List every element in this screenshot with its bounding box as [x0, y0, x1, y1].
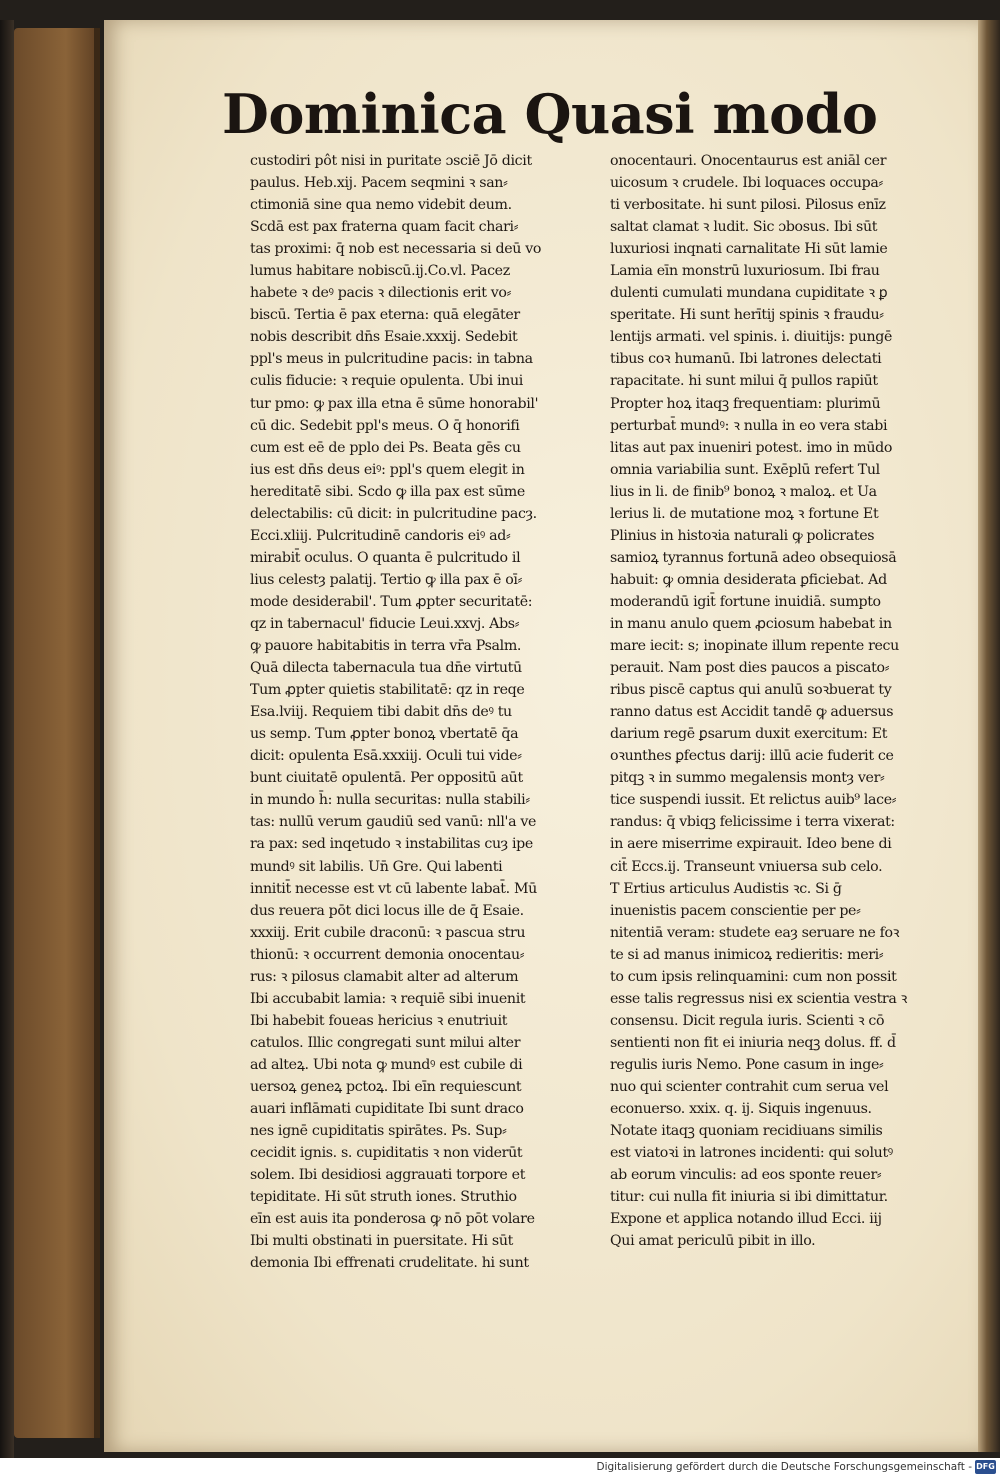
text-line: cecidit ignis. s. cupiditatis ꝛ non viderūt: [250, 1145, 523, 1162]
text-line: rus: ꝛ pilosus clamabit alter ad alterum: [250, 968, 519, 985]
text-line: Propter hoꝝ itaqꝫ frequentiam: plurimū: [610, 395, 881, 412]
text-line: bunt ciuitatē opulentā. Per oppositū aūt: [250, 770, 523, 787]
book-spine: [0, 20, 14, 1458]
text-column-left: [250, 150, 602, 1274]
text-line: ra pax: sed inqetudo ꝛ instabilitas cuȝ ipe: [250, 836, 533, 853]
text-line: oꝛunthes ꝑfectus darij: illū acie fuderit ce: [610, 748, 894, 765]
text-line: tur pmo: ꝙ pax illa etna ē sūme honorabil': [250, 395, 539, 412]
text-line: lerius li. de mutatione moꝝ ꝛ fortune Et: [610, 505, 879, 522]
text-line: mirabit̄ oculus. O quanta ē pulcritudo il: [250, 549, 521, 566]
text-line: te si ad manus inimicoꝝ redieritis: meri⸗: [610, 946, 884, 963]
text-line: Ecci.xliij. Pulcritudinē candoris eiꝰ ad⸗: [250, 527, 511, 544]
text-line: Lamia eīn monstrū luxuriosum. Ibi frau: [610, 263, 880, 280]
text-line: consensu. Dicit regula iuris. Scienti ꝛ cō: [610, 1012, 885, 1029]
text-line: tas proximi: q̄ nob est necessaria si deū vo: [250, 241, 542, 258]
text-line: ranno datus est Accidit tandē ꝙ aduersus: [610, 704, 894, 721]
text-line: cum est eē de pplo dei Ps. Beata gēs cu: [250, 439, 521, 456]
text-line: mundꝰ sit labilis. Un̄ Gre. Qui labenti: [250, 858, 503, 875]
text-line: Qui amat periculū pibit in illo.: [610, 1233, 816, 1250]
text-line: Ibi multi obstinati in puersitate. Hi sūt: [250, 1233, 513, 1250]
text-line: dus reuera pōt dici locus ille de q̄ Esaie.: [250, 902, 524, 919]
text-line: in mundo h̄: nulla securitas: nulla stabili⸗: [250, 792, 530, 809]
text-line: Expone et applica notando illud Ecci. iij: [610, 1211, 882, 1228]
text-line: ppl's meus in pulcritudine pacis: in tabna: [250, 351, 533, 368]
text-line: Esa.lviij. Requiem tibi dabit dn̄s deꝰ tu: [250, 704, 512, 721]
text-line: culis fiducie: ꝛ requie opulenta. Ubi inui: [250, 373, 523, 390]
text-line: qz in tabernacul' fiducie Leui.xxvj. Abs⸗: [250, 615, 520, 632]
text-line: perturbat̄ mundꝰ: ꝛ nulla in eo vera stabi: [610, 417, 888, 434]
text-line: Plinius in histoꝛia naturali ꝙ policrates: [610, 527, 875, 544]
text-line: saltat clamat ꝛ ludit. Sic ɔbosus. Ibi sūt: [610, 219, 878, 236]
text-line: Quā dilecta tabernacula tua dn̄e virtutū: [250, 660, 522, 677]
text-line: perauit. Nam post dies paucos a piscato⸗: [610, 660, 890, 677]
text-line: custodiri pôt nisi in puritate ɔsciē Jō dicit: [250, 153, 532, 169]
text-line: eīn est auis ita ponderosa ꝙ nō pōt volare: [250, 1211, 535, 1228]
text-line: biscū. Tertia ē pax eterna: quā elegāter: [250, 307, 520, 324]
text-line: in manu anulo quem ꝓciosum habebat in: [610, 615, 892, 632]
text-line: nobis describit dn̄s Esaie.xxxij. Sedebit: [250, 329, 518, 346]
text-line: ad alteꝝ. Ubi nota ꝙ mundꝰ est cubile di: [250, 1056, 523, 1073]
text-line: cit̄ Eccs.ij. Transeunt vniuersa sub celo.: [610, 858, 883, 875]
text-line: speritate. Hi sunt herītij spinis ꝛ fraudu⸗: [610, 307, 884, 324]
text-line: nuo qui scienter contrahit cum serua vel: [610, 1078, 889, 1095]
text-line: onocentauri. Onocentaurus est aniāl cer: [610, 153, 887, 169]
text-line: ctimoniā sine qua nemo videbit deum.: [250, 197, 512, 214]
text-line: demonia Ibi effrenati crudelitate. hi sunt: [250, 1255, 529, 1272]
text-line: habuit: ꝙ omnia desiderata ꝑficiebat. Ad: [610, 571, 887, 588]
text-line: tice suspendi iussit. Et relictus auib⁹ lace⸗: [610, 792, 897, 809]
text-line: dicit: opulenta Esā.xxxiij. Oculi tui vide⸗: [250, 748, 522, 765]
text-line: innitit̄ necesse est vt cū labente labat̄. Mū: [250, 880, 537, 897]
text-line: Ibi accubabit lamia: ꝛ requiē sibi inuenit: [250, 990, 526, 1007]
text-line: moderandū igit̄ fortune inuidiā. sumpto: [610, 593, 881, 610]
text-line: cū dic. Sedebit ppl's meus. O q̄ honorifi: [250, 417, 520, 434]
text-line: sentienti non fit ei iniuria neqꝫ dolus. ff. d̄: [610, 1034, 896, 1051]
text-line: randus: q̄ vbiqꝫ felicissime i terra vixerat:: [610, 814, 895, 831]
text-line: lentijs armati. vel spinis. i. diuitijs: pungē: [610, 329, 893, 346]
text-line: uersoꝝ geneꝝ pctoꝝ. Ibi eīn requiescunt: [250, 1078, 522, 1095]
text-line: litas aut pax inueniri potest. imo in mūdo: [610, 439, 893, 456]
text-line: lumus habitare nobiscū.ij.Co.vl. Pacez: [250, 263, 510, 280]
text-line: lius in li. de finib⁹ bonoꝝ ꝛ maloꝝ. et Ua: [610, 483, 877, 500]
text-line: mode desiderabil'. Tum ꝓpter securitatē:: [250, 593, 533, 610]
text-line: xxxiij. Erit cubile draconū: ꝛ pascua stru: [250, 924, 526, 941]
text-line: in aere miserrime expirauit. Ideo bene di: [610, 836, 892, 853]
text-line: mare iecit: s; inopinate illum repente recu: [610, 638, 899, 655]
text-line: ius est dn̄s deus eiꝰ: ppl's quem elegit in: [250, 461, 525, 478]
text-line: tepiditate. Hi sūt struth iones. Struthio: [250, 1189, 517, 1206]
text-line: uicosum ꝛ crudele. Ibi loquaces occupa⸗: [610, 175, 883, 192]
text-line: titur: cui nulla fit iniuria si ibi dimittatur.: [610, 1189, 888, 1206]
text-line: inuenistis pacem conscientie per pe⸗: [610, 902, 861, 919]
text-line: luxuriosi inqnati carnalitate Hi sūt lamie: [610, 241, 888, 258]
text-line: est viatoꝛi in latrones incidenti: qui solutꝰ: [610, 1145, 893, 1162]
text-line: Notate itaqꝫ quoniam recidiuans similis: [610, 1123, 883, 1140]
text-line: dulenti cumulati mundana cupiditate ꝛ ꝑ: [610, 285, 888, 302]
dfg-logo: DFG: [975, 1460, 996, 1474]
text-line: auari inflāmati cupiditate Ibi sunt draco: [250, 1101, 524, 1118]
text-line: nes ignē cupiditatis spirātes. Ps. Sup⸗: [250, 1123, 507, 1140]
text-line: habete ꝛ deꝰ pacis ꝛ dilectionis erit vo⸗: [250, 285, 511, 302]
text-line: thionū: ꝛ occurrent demonia onocentau⸗: [250, 946, 525, 963]
book-cover-edge: [14, 28, 100, 1438]
text-line: regulis iuris Nemo. Pone casum in inge⸗: [610, 1056, 884, 1073]
text-line: darium regē ꝑsarum duxit exercitum: Et: [610, 726, 888, 743]
text-line: omnia variabilia sunt. Exēplū refert Tul: [610, 461, 880, 478]
text-line: ti verbositate. hi sunt pilosi. Pilosus enīz: [610, 197, 886, 214]
text-column-right: [610, 150, 964, 1252]
text-line: econuerso. xxix. q. ij. Siquis ingenuus.: [610, 1101, 872, 1118]
text-line: rapacitate. hi sunt milui q̄ pullos rapiūt: [610, 373, 878, 390]
text-line: ab eorum vinculis: ad eos sponte reuer⸗: [610, 1167, 882, 1184]
text-line: pitqꝫ ꝛ in summo megalensis montȝ ver⸗: [610, 770, 885, 787]
text-line: hereditatē sibi. Scdo ꝙ illa pax est sūme: [250, 483, 525, 500]
text-line: lius celestȝ palatij. Tertio ꝙ illa pax ē oī⸗: [250, 571, 522, 588]
text-line: Ibi habebit foueas hericius ꝛ enutriuit: [250, 1012, 508, 1029]
text-line: nitentiā veram: studete eaȝ seruare ne foꝛ: [610, 924, 900, 941]
text-line: ribus piscē captus qui anulū soꝛbuerat ty: [610, 682, 892, 699]
text-line: samioꝝ tyrannus fortunā adeo obsequiosā: [610, 549, 897, 566]
text-line: to cum ipsis relinquamini: cum non possit: [610, 968, 897, 985]
digitization-credit: Digitalisierung gefördert durch die Deutsche Forschungsgemeinschaft -: [596, 1461, 972, 1473]
text-line: catulos. Illic congregati sunt milui alter: [250, 1034, 521, 1051]
text-line: delectabilis: cū dicit: in pulcritudine pacȝ.: [250, 505, 537, 522]
text-line: tas: nullū verum gaudiū sed vanū: nll'a ve: [250, 814, 537, 831]
text-line: Scdā est pax fraterna quam facit chari⸗: [250, 219, 519, 236]
text-line: T Ertius articulus Audistis ꝛc. Si ḡ: [610, 880, 842, 897]
running-title: Dominica Quasi modo: [222, 82, 878, 146]
text-line: tibus coꝛ humanū. Ibi latrones delectati: [610, 351, 882, 368]
text-line: esse talis regressus nisi ex scientia vestra ꝛ: [610, 990, 908, 1007]
text-line: solem. Ibi desidiosi aggrauati torpore et: [250, 1167, 526, 1184]
text-line: paulus. Heb.xij. Pacem seqmini ꝛ san⸗: [250, 175, 508, 192]
text-line: Tum ꝓpter quietis stabilitatē: qz in reqe: [250, 682, 525, 699]
text-line: us semp. Tum ꝓpter bonoꝝ vbertatē q̄a: [250, 726, 519, 743]
text-line: ꝙ pauore habitabitis in terra vr̄a Psalm.: [250, 638, 522, 655]
page-fore-edge: [978, 20, 1000, 1452]
